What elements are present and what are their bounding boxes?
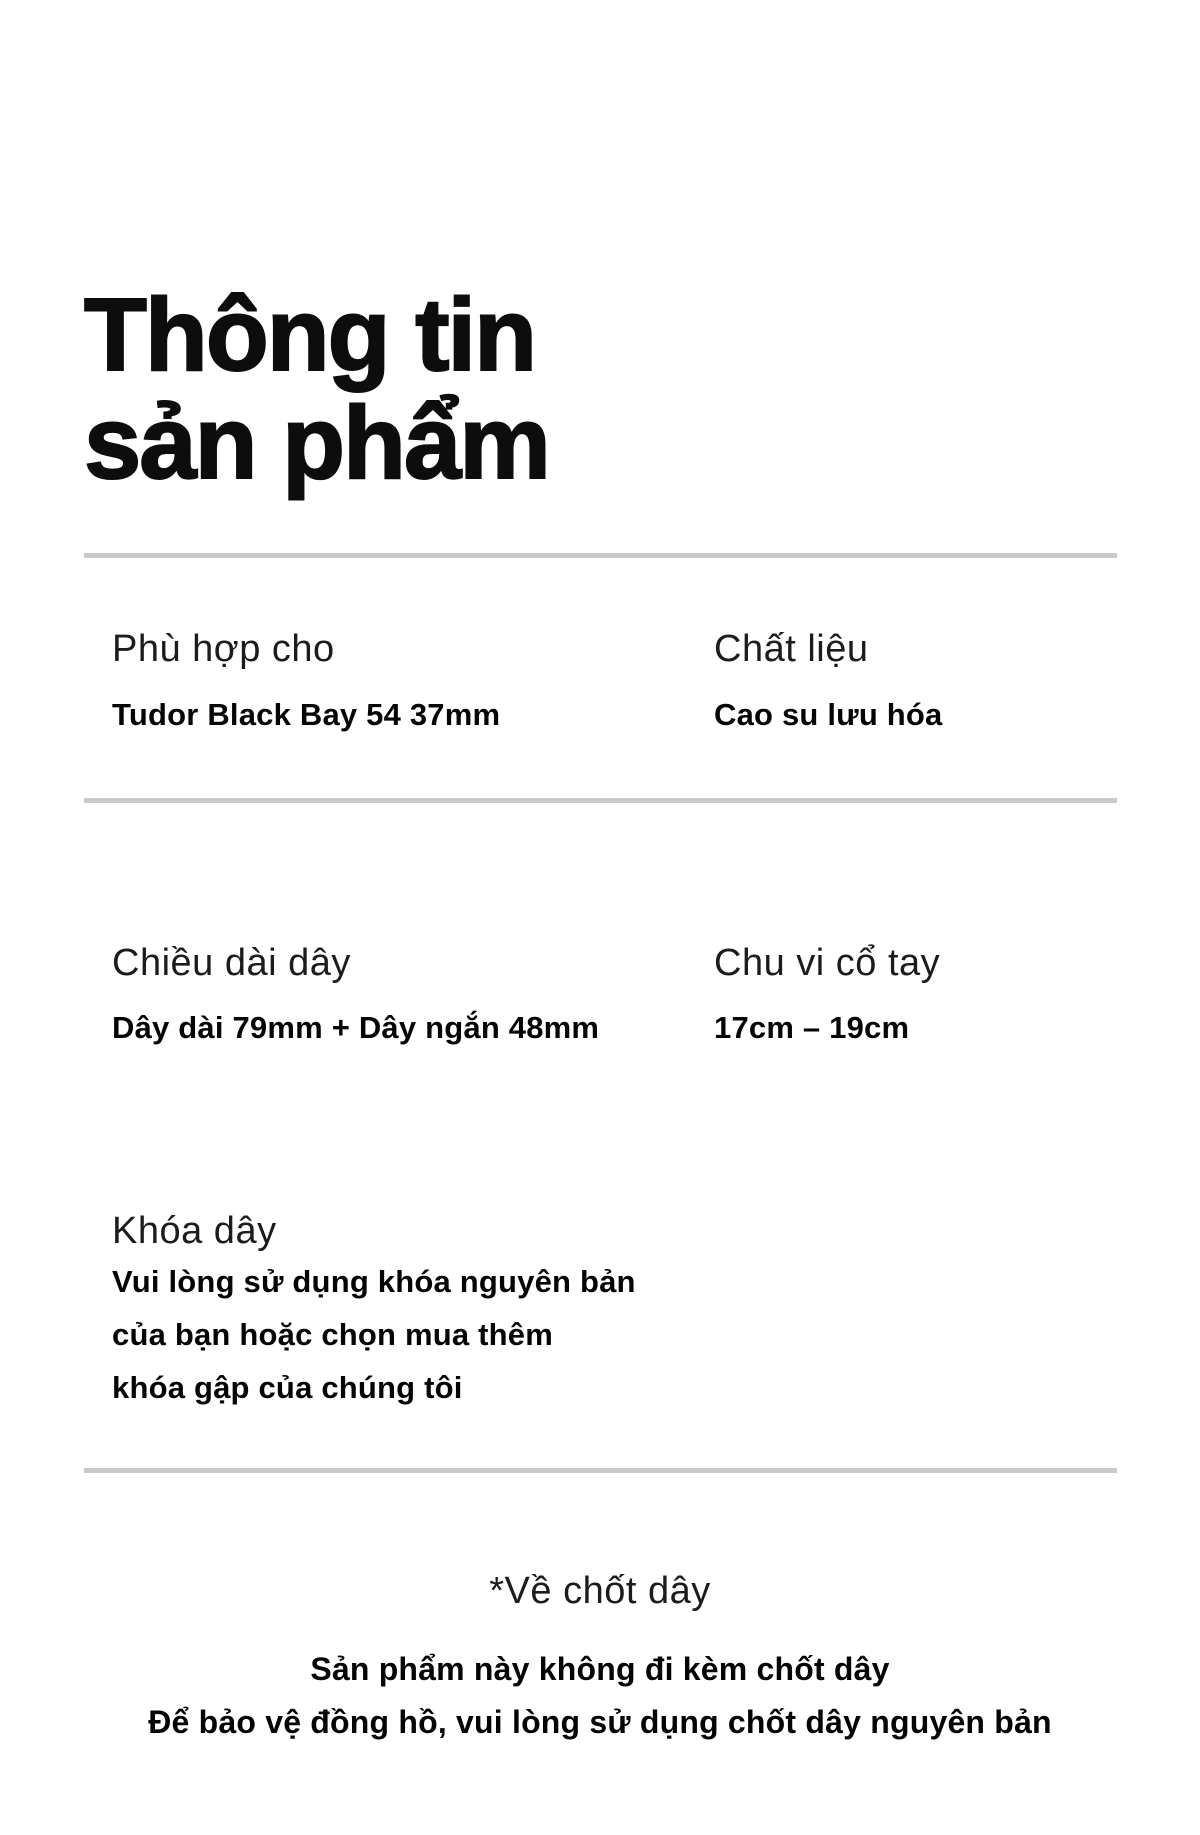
clasp-value bbox=[112, 1255, 636, 1414]
divider-top bbox=[84, 553, 1117, 558]
page-title-line-2: sản phẩm bbox=[84, 385, 549, 500]
page-title bbox=[84, 277, 549, 500]
spring-bar-note-line-1: Sản phẩm này không đi kèm chốt dây bbox=[310, 1651, 890, 1687]
wrist-circumference-label: Chu vi cổ tay bbox=[714, 942, 941, 984]
strap-length-value: Dây dài 79mm + Dây ngắn 48mm bbox=[112, 1010, 600, 1045]
material-label: Chất liệu bbox=[714, 628, 869, 670]
strap-length-label: Chiều dài dây bbox=[112, 942, 351, 984]
page-title-line-1: Thông tin bbox=[84, 277, 536, 392]
clasp-value-line-3: khóa gập của chúng tôi bbox=[112, 1370, 463, 1405]
divider-middle bbox=[84, 798, 1117, 803]
fit-value: Tudor Black Bay 54 37mm bbox=[112, 697, 501, 732]
divider-bottom bbox=[84, 1468, 1117, 1473]
spring-bar-note-line-2: Để bảo vệ đồng hồ, vui lòng sử dụng chốt dây nguyên bản bbox=[148, 1704, 1052, 1740]
material-value: Cao su lưu hóa bbox=[714, 697, 943, 732]
clasp-value-line-1: Vui lòng sử dụng khóa nguyên bản bbox=[112, 1264, 636, 1299]
wrist-circumference-value: 17cm – 19cm bbox=[714, 1010, 910, 1045]
spring-bar-note-heading: *Về chốt dây bbox=[489, 1570, 711, 1612]
fit-label: Phù hợp cho bbox=[112, 628, 335, 670]
clasp-label: Khóa dây bbox=[112, 1210, 277, 1252]
clasp-value-line-2: của bạn hoặc chọn mua thêm bbox=[112, 1317, 554, 1352]
